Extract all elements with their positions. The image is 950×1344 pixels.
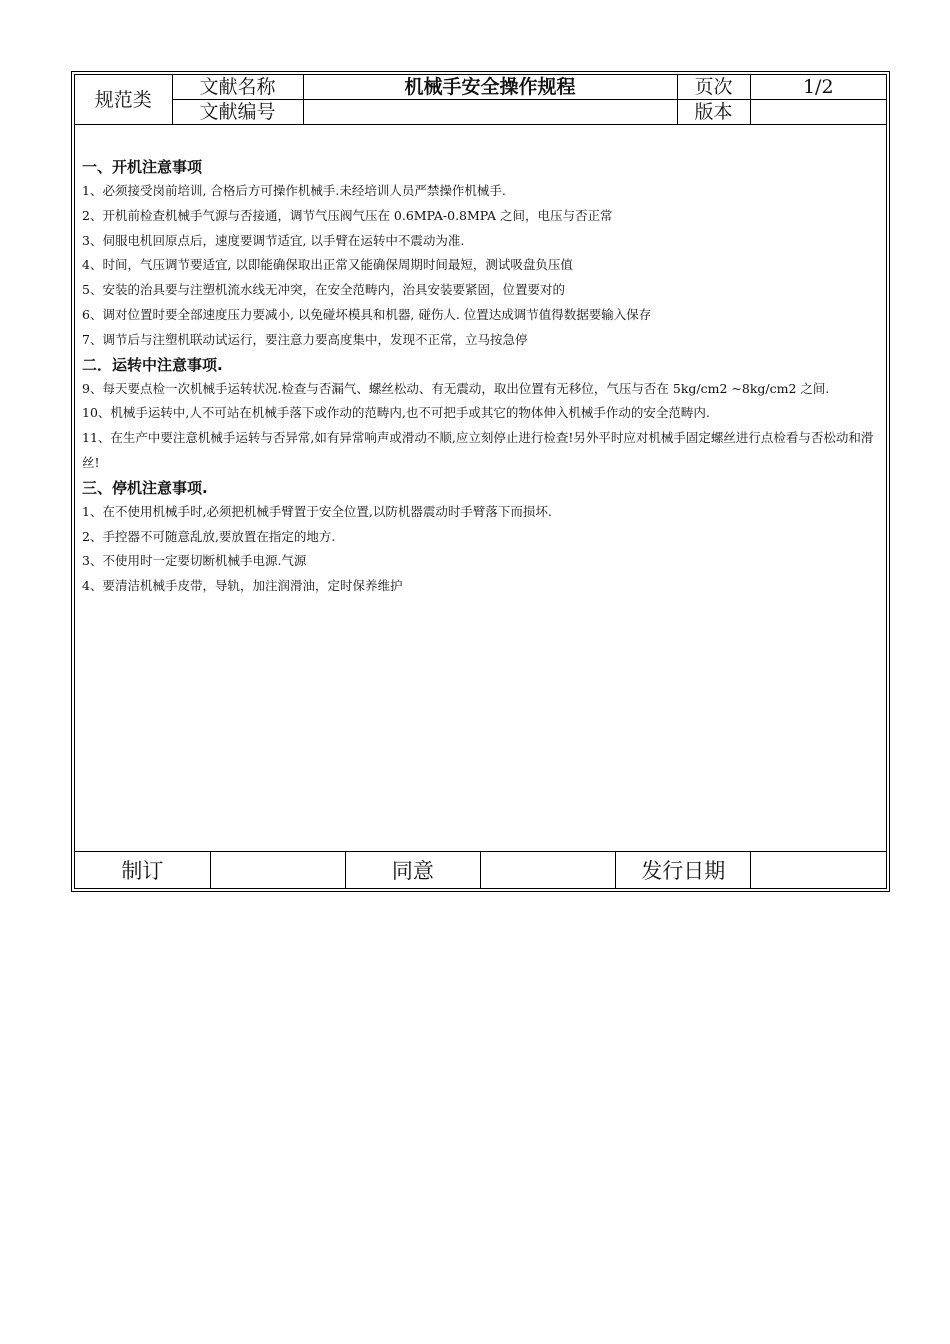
list-item: 4、要清洁机械手皮带，导轨，加注润滑油，定时保养维护 bbox=[82, 578, 403, 594]
doc-title: 机械手安全操作规程 bbox=[303, 75, 677, 100]
issue-date-value bbox=[751, 852, 886, 889]
section bbox=[82, 155, 874, 353]
list-item: 2、开机前检查机械手气源与否接通，调节气压阀气压在 0.6MPA-0.8MPA 之间，电压与否正常 bbox=[82, 207, 613, 223]
section bbox=[82, 476, 874, 599]
section bbox=[82, 353, 874, 476]
doc-name-label: 文献名称 bbox=[172, 75, 303, 100]
list-item: 6、调对位置时要全部速度压力要减小, 以免碰坏模具和机器, 碰伤人. 位置达成调节值得数据要输入保存 bbox=[82, 306, 652, 322]
issue-date-label: 发行日期 bbox=[616, 852, 751, 889]
document-body bbox=[82, 155, 874, 599]
approve-value bbox=[480, 852, 615, 889]
section-heading: 二．运转中注意事项. bbox=[82, 355, 223, 374]
doc-number-label: 文献编号 bbox=[172, 100, 303, 125]
category-label: 规范类 bbox=[75, 75, 172, 125]
list-item: 1、在不使用机械手时,必须把机械手臂置于安全位置,以防机器震动时手臂落下而损坏. bbox=[82, 503, 552, 519]
section-heading: 一、开机注意事项 bbox=[82, 158, 203, 176]
doc-number-value bbox=[303, 100, 677, 125]
list-item: 10、机械手运转中,人不可站在机械手落下或作动的范畴内,也不可把手或其它的物体伸入机械手作动的安全范畴内. bbox=[82, 405, 710, 421]
draft-label: 制订 bbox=[75, 852, 210, 889]
list-item: 3、伺服电机回原点后，速度要调节适宜, 以手臂在运转中不震动为准. bbox=[82, 232, 465, 248]
list-item: 7、调节后与注塑机联动试运行，要注意力要高度集中，发现不正常，立马按急停 bbox=[82, 331, 528, 347]
list-item: 2、手控器不可随意乱放,要放置在指定的地方. bbox=[82, 528, 336, 544]
list-item: 1、必须接受岗前培训, 合格后方可操作机械手.未经培训人员严禁操作机械手. bbox=[82, 183, 506, 198]
header-table bbox=[75, 75, 886, 125]
list-item: 4、时间，气压调节要适宜, 以即能确保取出正常又能确保周期时间最短，测试吸盘负压值 bbox=[82, 257, 573, 273]
version-value bbox=[750, 100, 886, 125]
list-item: 11、在生产中要注意机械手运转与否异常,如有异常响声或滑动不顺,应立刻停止进行检查!另外平时应对机械手固定螺丝进行点检看与否松动和滑丝! bbox=[82, 430, 874, 470]
approve-label: 同意 bbox=[345, 852, 480, 889]
version-label: 版本 bbox=[677, 100, 750, 125]
list-item: 9、每天要点检一次机械手运转状况.检查与否漏气、螺丝松动、有无震动，取出位置有无移位，气压与否在 5kg/cm2 ~8kg/cm2 之间. bbox=[82, 380, 830, 396]
section-heading: 三、停机注意事项. bbox=[82, 478, 208, 497]
draft-value bbox=[210, 852, 345, 889]
document-inner-frame bbox=[74, 74, 887, 889]
list-item: 3、不使用时一定要切断机械手电源.气源 bbox=[82, 553, 307, 569]
document-frame bbox=[71, 71, 890, 892]
page-value: 1/2 bbox=[750, 75, 886, 100]
list-item: 5、安装的治具要与注塑机流水线无冲突，在安全范畴内，治具安装要紧固，位置要对的 bbox=[82, 282, 565, 298]
page-label: 页次 bbox=[677, 75, 750, 100]
footer-table bbox=[75, 851, 886, 888]
